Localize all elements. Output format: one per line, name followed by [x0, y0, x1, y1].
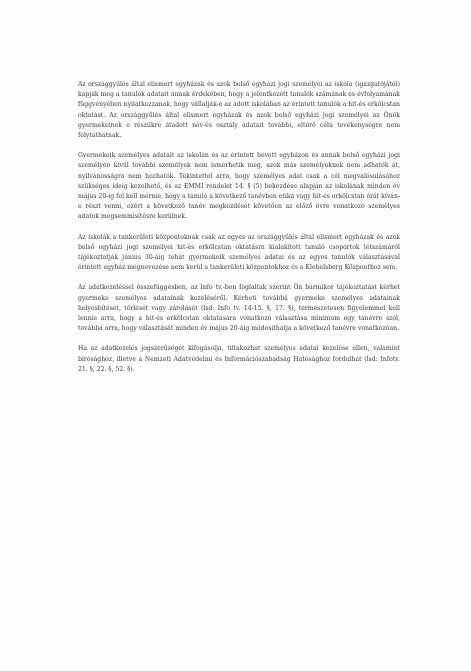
document-body [78, 80, 400, 385]
paragraph-legal-remedy: Ha az adatkezelés jogszerűségét kifogásolja, tiltakozhat személyes adatai kezelése ellen, valamint bírósághoz, illetve a Nemzeti Adatvédelmi és Információszabadság Hatósághoz fordulhat (lsd: Infotv. 21. §, 22. §, 52. §). [78, 345, 400, 373]
paragraph-data-confidentiality: Gyermekeik személyes adatait az iskolán és az érintett bevett egyházon és annak belső egyházi jogi személyén kívül további személyek nem ismerhetik meg, azok más személyeknek nem adhatók át, nyilvánosságra nem hozhatók. Tekintettel arra, hogy személyes adat csak a cél megvalósulásához szükséges ideig kezelhető, és az EMMI rendelet 14. § (5) bekezdése alapján az iskolának minden év május 20-ig fel kell mérnie, hogy a tanuló a következő tanévben etika vagy hit-és erkölcstan órát kíván-e részt venni, ezért a következő tanév megkezdését követően az előző évre vonatkozó személyes adatok megsemmisítésre kerülnek. [78, 152, 400, 221]
paragraph-data-subject-rights: Az adatkezeléssel összefüggésben, az Info tv.-ben foglaltak szerint Ön bármikor tájékoztatást kérhet gyermeke személyes adatainak kezeléséről. Kérheti továbbá gyermeke személyes adatainak helyesbítését, törlését vagy zárolását (lsd: Info tv. 14-15. §, 17. §), természetesen figyelemmel kell lennie arra, hogy a hit-és erkölcstan oktatására vonatkozó választása minimum egy tanévre szól, továbbá arra, hogy választását minden év május 20-áig módosíthatja a következő tanévre vonatkozóan. [78, 284, 400, 333]
paragraph-church-data-access: Az országgyűlés által elismert egyházak és azok belső egyházi jogi személyei az iskola (igazgatójától) kapják meg a tanulók adatait annak érdekében, hogy a jelentkezett tanulók számának és évfolyamának függvényében nyilatkozzanak, hogy vállalják-e az adott iskolában az érintett tanulók a hit-és erkölcstan oktatást. Az országgyűlés által elismert egyházak és azok belső egyházi jogi személyei az Önök gyermekeinek e részükre átadott név-és osztály adatait további, eltérő célú tevékenységre nem folytathatnak. [78, 81, 400, 140]
paragraph-district-center-reporting: Az iskolák a tankerületi központoknak csak az egyes az országgyűlés által elismert egyházak és azok belső egyházi jogi személyei hit-és erkölcstan oktatásra kialakított tanuló csoportok létszámáról tájékoztatják június 30-áig tehát gyermekeik személyes adatai és az egyes tanulók választásával érintett egyház megnevezése nem kerül a tankerületi központokhoz és a Klebelsberg Központhoz sem. [78, 233, 400, 272]
